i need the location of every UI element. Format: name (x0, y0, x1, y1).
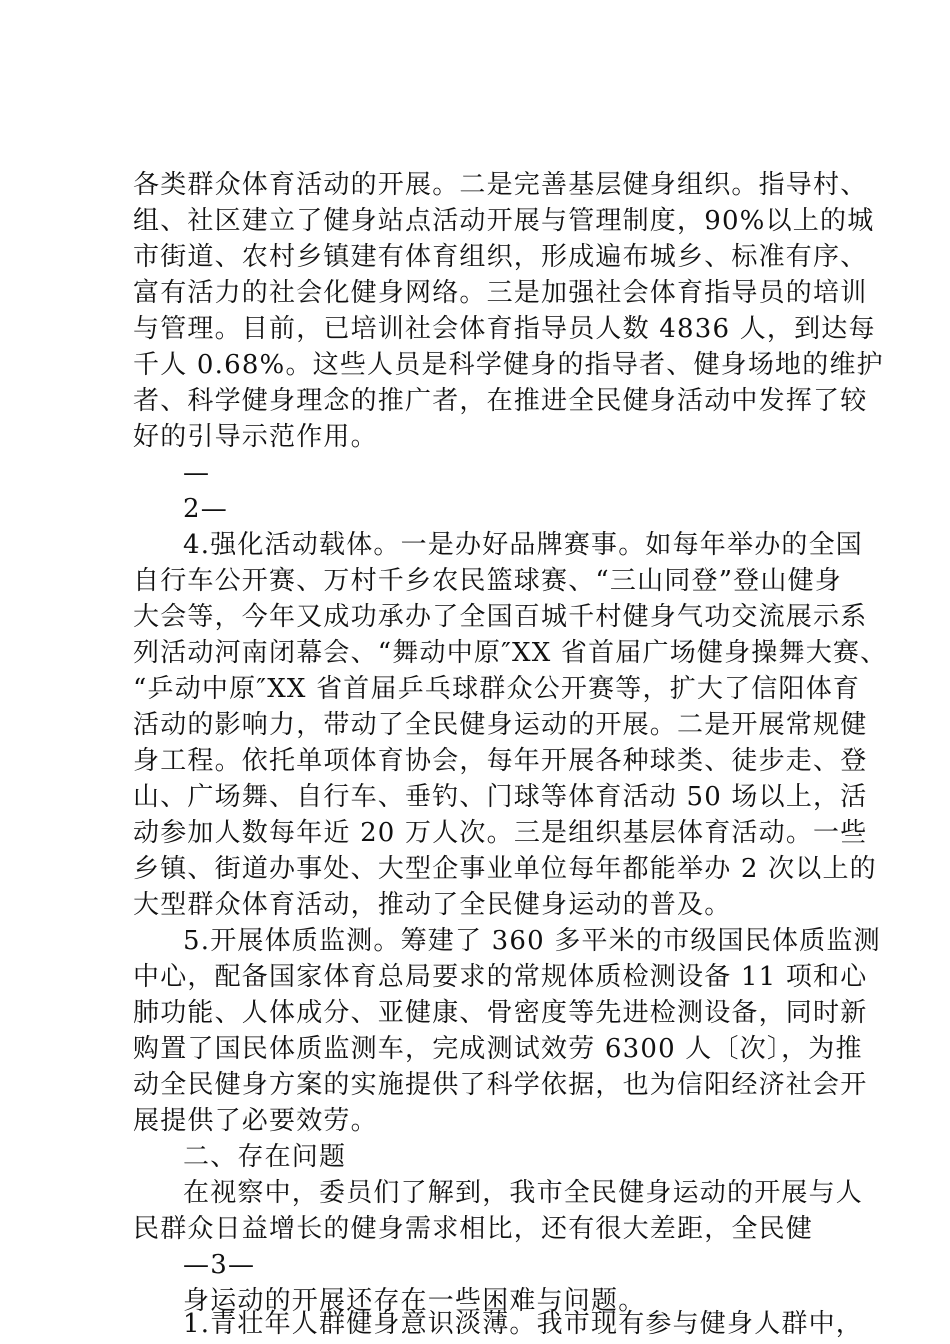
text-line: 与管理。目前，已培训社会体育指导员人数 4836 人，到达每 (133, 314, 876, 344)
text-line: 大会等，今年又成功承办了全国百城千村健身气功交流展示系 (133, 602, 868, 632)
text-line: 千人 0.68%。这些人员是科学健身的指导者、健身场地的维护 (133, 350, 884, 380)
text-line: 乡镇、街道办事处、大型企事业单位每年都能举办 2 次以上的 (133, 854, 877, 884)
paragraph-heading: 4.强化活动载体。一是办好品牌赛事。如每年举办的全国 (183, 530, 864, 560)
text-line: 大型群众体育活动，推动了全民健身运动的普及。 (133, 890, 732, 920)
section-heading: 二、存在问题 (183, 1142, 347, 1172)
text-line: 民群众日益增长的健身需求相比，还有很大差距，全民健 (133, 1214, 814, 1244)
page-number: —3— (183, 1250, 256, 1280)
text-line: 展提供了必要效劳。 (133, 1106, 378, 1136)
paragraph-heading: 5.开展体质监测。筹建了 360 多平米的市级国民体质监测 (183, 926, 881, 956)
text-line: 动参加人数每年近 20 万人次。三是组织基层体育活动。一些 (133, 818, 868, 848)
page-number: 2— (183, 494, 228, 524)
text-line: 自行车公开赛、万村千乡农民篮球赛、“三山同登”登山健身 (133, 566, 842, 596)
text-line: 身工程。依托单项体育协会，每年开展各种球类、徒步走、登 (133, 746, 868, 776)
text-line: 组、社区建立了健身站点活动开展与管理制度，90%以上的城 (133, 206, 875, 236)
text-line: 山、广场舞、自行车、垂钓、门球等体育活动 50 场以上，活 (133, 782, 868, 812)
paragraph-heading: 1.青壮年人群健身意识淡薄。我市现有参与健身人群中， (183, 1309, 864, 1339)
page-number-dash: — (183, 458, 211, 488)
text-line: 活动的影响力，带动了全民健身运动的开展。二是开展常规健 (133, 710, 868, 740)
text-line: “乒动中原″XX 省首届乒乓球群众公开赛等，扩大了信阳体育 (133, 674, 861, 704)
text-line: 身运动的开展还存在一些困难与问题。 (183, 1286, 646, 1316)
text-line: 好的引导示范作用。 (133, 422, 378, 452)
text-line: 动全民健身方案的实施提供了科学依据，也为信阳经济社会开 (133, 1070, 868, 1100)
text-line: 购置了国民体质监测车，完成测试效劳 6300 人〔次〕，为推 (133, 1034, 863, 1064)
text-line: 在视察中，委员们了解到，我市全民健身运动的开展与人 (183, 1178, 864, 1208)
text-line: 中心，配备国家体育总局要求的常规体质检测设备 11 项和心 (133, 962, 868, 992)
text-line: 各类群众体育活动的开展。二是完善基层健身组织。指导村、 (133, 170, 868, 200)
text-line: 者、科学健身理念的推广者，在推进全民健身活动中发挥了较 (133, 386, 868, 416)
text-line: 市街道、农村乡镇建有体育组织，形成遍布城乡、标准有序、 (133, 242, 868, 272)
text-line: 富有活力的社会化健身网络。三是加强社会体育指导员的培训 (133, 278, 868, 308)
text-line: 肺功能、人体成分、亚健康、骨密度等先进检测设备，同时新 (133, 998, 868, 1028)
text-line: 列活动河南闭幕会、“舞动中原″XX 省首届广场健身操舞大赛、 (133, 638, 888, 668)
